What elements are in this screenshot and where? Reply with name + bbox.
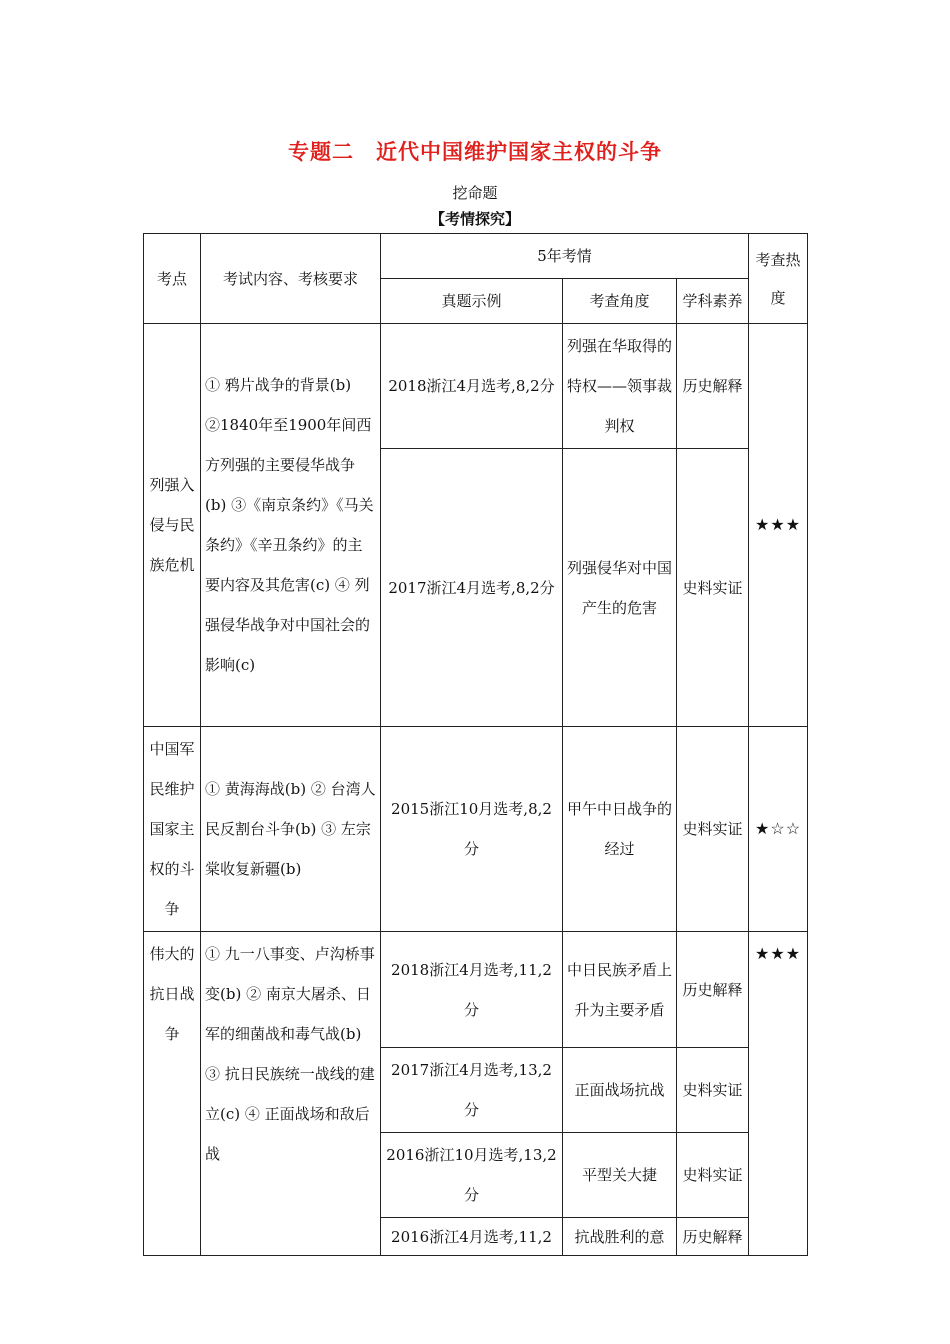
example: 2016浙江10月选考,13,2分 (381, 1133, 563, 1218)
example: 2015浙江10月选考,8,2分 (381, 727, 563, 932)
literacy: 史料实证 (677, 1048, 749, 1133)
literacy: 史料实证 (677, 449, 749, 727)
example: 2017浙江4月选考,13,2分 (381, 1048, 563, 1133)
topic-name: 列强入侵与民族危机 (144, 324, 201, 727)
subtitle: 挖命题 (452, 184, 498, 202)
heat-rating: ★☆☆ (749, 727, 808, 932)
topic-content: ① 黄海海战(b) ② 台湾人民反割台斗争(b) ③ 左宗棠收复新疆(b) (201, 727, 381, 932)
angle: 甲午中日战争的经过 (563, 727, 677, 932)
header-suyang: 学科素养 (677, 279, 749, 324)
angle: 中日民族矛盾上升为主要矛盾 (563, 932, 677, 1048)
topic-content: ① 鸦片战争的背景(b) ②1840年至1900年间西方列强的主要侵华战争(b) ③《南京条约》《马关条约》《辛丑条约》的主要内容及其危害(c) ④ 列强侵华战争对中国社会的影响(c) (201, 324, 381, 727)
angle: 正面战场抗战 (563, 1048, 677, 1133)
header-wunian: 5年考情 (381, 234, 749, 279)
literacy: 史料实证 (677, 727, 749, 932)
header-kaodian: 考点 (144, 234, 201, 324)
literacy: 历史解释 (677, 1218, 749, 1256)
topic-content: ① 九一八事变、卢沟桥事变(b) ② 南京大屠杀、日军的细菌战和毒气战(b) ③ 抗日民族统一战线的建立(c) ④ 正面战场和敌后战 (201, 932, 381, 1256)
topic-name: 中国军民维护国家主权的斗争 (144, 727, 201, 932)
page-title: 专题二 近代中国维护国家主权的斗争 (288, 140, 662, 164)
header-neirong: 考试内容、考核要求 (201, 234, 381, 324)
literacy: 史料实证 (677, 1133, 749, 1218)
literacy: 历史解释 (677, 932, 749, 1048)
header-redu: 考查热度 (749, 234, 808, 324)
example: 2017浙江4月选考,8,2分 (381, 449, 563, 727)
section-heading: 【考情探究】 (429, 210, 520, 228)
literacy: 历史解释 (677, 324, 749, 449)
angle: 列强在华取得的特权——领事裁判权 (563, 324, 677, 449)
example: 2018浙江4月选考,8,2分 (381, 324, 563, 449)
topic-name: 伟大的抗日战争 (144, 932, 201, 1256)
example: 2016浙江4月选考,11,2 (381, 1218, 563, 1256)
angle: 抗战胜利的意 (563, 1218, 677, 1256)
exam-analysis-table (143, 233, 808, 1256)
heat-rating: ★★★ (749, 324, 808, 727)
heat-rating: ★★★ (749, 932, 808, 1256)
angle: 平型关大捷 (563, 1133, 677, 1218)
header-jiaodu: 考查角度 (563, 279, 677, 324)
angle: 列强侵华对中国产生的危害 (563, 449, 677, 727)
example: 2018浙江4月选考,11,2分 (381, 932, 563, 1048)
header-shili: 真题示例 (381, 279, 563, 324)
